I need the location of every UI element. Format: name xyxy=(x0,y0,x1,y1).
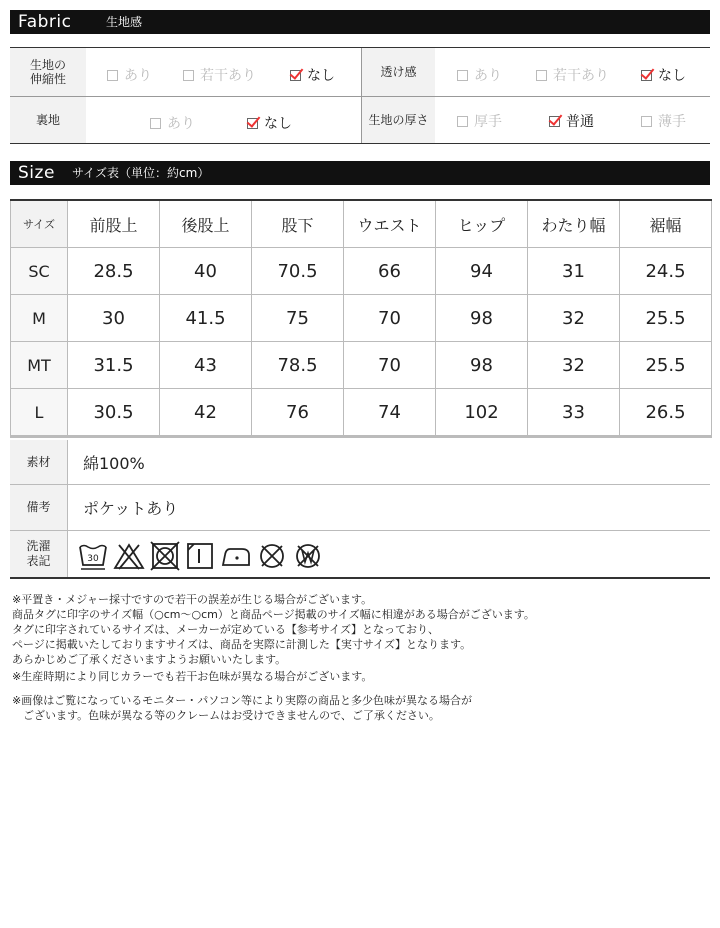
no-dry-clean-icon xyxy=(257,541,287,571)
sheerness-label: 透け感 xyxy=(362,48,435,96)
fabric-subtitle: 生地感 xyxy=(106,15,143,29)
table-cell: 70 xyxy=(344,342,436,389)
checked-checkbox-icon xyxy=(641,70,652,81)
column-header: 裾幅 xyxy=(620,200,712,248)
table-cell: 70.5 xyxy=(252,248,344,295)
no-tumble-dry-icon xyxy=(150,541,180,571)
no-bleach-icon xyxy=(113,541,145,571)
table-cell: 32 xyxy=(528,342,620,389)
sheerness-option-none[interactable]: なし xyxy=(641,65,686,85)
table-cell: 66 xyxy=(344,248,436,295)
care-icons xyxy=(78,541,324,571)
checked-checkbox-icon xyxy=(247,118,258,129)
no-wet-clean-icon xyxy=(292,541,324,571)
table-cell: 25.5 xyxy=(620,295,712,342)
table-cell: 102 xyxy=(436,389,528,437)
notes-measurement: ※平置き・メジャー採寸ですので若干の誤差が生じる場合がございます。 商品タグに印字のサイズ幅（○cm〜○cm）と商品ページ掲載のサイズ幅に相違がある場合がございます。 タグに印字されているサイズは、メーカーが定めている【参考サイズ】となっており、 ページに掲載いたしておりますサイズは、商品を実際に計測した【実寸サイズ】となります。 あらかじめご了承くださいますようお願いいたします。 xyxy=(12,593,535,666)
checked-checkbox-icon xyxy=(290,70,301,81)
sheerness-option-slight[interactable]: 若干あり xyxy=(536,65,609,85)
size-table xyxy=(10,199,712,438)
table-row xyxy=(11,248,712,295)
size-cell: MT xyxy=(11,342,68,389)
table-cell: 94 xyxy=(436,248,528,295)
table-cell: 26.5 xyxy=(620,389,712,437)
remarks-label: 備考 xyxy=(10,485,68,530)
table-cell: 74 xyxy=(344,389,436,437)
thickness-option-normal[interactable]: 普通 xyxy=(549,111,594,131)
checkbox-icon xyxy=(150,118,161,129)
line-dry-icon xyxy=(185,541,215,571)
divider xyxy=(10,96,710,97)
stretch-option-none[interactable]: なし xyxy=(290,65,335,85)
thickness-label: 生地の厚さ xyxy=(362,97,435,143)
column-header: 股下 xyxy=(252,200,344,248)
table-cell: 33 xyxy=(528,389,620,437)
lining-label: 裏地 xyxy=(10,97,86,143)
table-cell: 43 xyxy=(160,342,252,389)
iron-low-icon xyxy=(220,541,252,571)
notes-monitor: ※画像はご覧になっているモニター・パソコン等により実際の商品と多少色味が異なる場合が ございます。色味が異なる等のクレームはお受けできませんので、ご了承ください。 xyxy=(12,694,472,722)
material-value: 綿100% xyxy=(83,453,145,473)
lining-option-none[interactable]: なし xyxy=(247,113,292,133)
care-label: 洗濯 表記 xyxy=(10,531,68,577)
remarks-value: ポケットあり xyxy=(83,499,179,518)
checked-checkbox-icon xyxy=(549,116,560,127)
checkbox-icon xyxy=(536,70,547,81)
table-cell: 40 xyxy=(160,248,252,295)
table-cell: 31.5 xyxy=(68,342,160,389)
wash-30-icon xyxy=(78,541,108,571)
material-label: 素材 xyxy=(10,440,68,484)
size-cell: M xyxy=(11,295,68,342)
column-header: 前股上 xyxy=(68,200,160,248)
checkbox-icon xyxy=(457,116,468,127)
table-cell: 76 xyxy=(252,389,344,437)
column-header: わたり幅 xyxy=(528,200,620,248)
table-cell: 30 xyxy=(68,295,160,342)
notes-color-lot: ※生産時期により同じカラーでも若干お色味が異なる場合がございます。 xyxy=(12,670,373,683)
table-cell: 30.5 xyxy=(68,389,160,437)
material-row xyxy=(10,440,710,485)
checkbox-icon xyxy=(107,70,118,81)
stretch-option-yes[interactable]: あり xyxy=(107,65,152,85)
table-cell: 98 xyxy=(436,342,528,389)
stretch-option-slight[interactable]: 若干あり xyxy=(183,65,256,85)
table-cell: 42 xyxy=(160,389,252,437)
table-cell: 75 xyxy=(252,295,344,342)
table-cell: 31 xyxy=(528,248,620,295)
thickness-option-thick[interactable]: 厚手 xyxy=(457,111,502,131)
column-header: 後股上 xyxy=(160,200,252,248)
size-cell: L xyxy=(11,389,68,437)
table-header-row xyxy=(11,200,712,248)
fabric-title: Fabric xyxy=(18,12,72,32)
size-cell: SC xyxy=(11,248,68,295)
size-title: Size xyxy=(18,163,55,183)
size-subtitle: サイズ表（単位：約cm） xyxy=(72,166,210,180)
lining-option-yes[interactable]: あり xyxy=(150,113,195,133)
stretch-label: 生地の 伸縮性 xyxy=(10,48,86,96)
table-cell: 28.5 xyxy=(68,248,160,295)
wash-temp: 30 xyxy=(87,554,99,564)
column-header: サイズ xyxy=(11,200,68,248)
column-header: ウエスト xyxy=(344,200,436,248)
thickness-option-thin[interactable]: 薄手 xyxy=(641,111,686,131)
table-row xyxy=(11,295,712,342)
table-row xyxy=(11,389,712,437)
checkbox-icon xyxy=(457,70,468,81)
remarks-row xyxy=(10,485,710,531)
column-header: ヒップ xyxy=(436,200,528,248)
table-cell: 24.5 xyxy=(620,248,712,295)
checkbox-icon xyxy=(641,116,652,127)
fabric-header xyxy=(10,10,710,34)
table-row xyxy=(11,342,712,389)
fabric-table xyxy=(10,47,710,144)
table-cell: 41.5 xyxy=(160,295,252,342)
table-cell: 25.5 xyxy=(620,342,712,389)
table-cell: 78.5 xyxy=(252,342,344,389)
checkbox-icon xyxy=(183,70,194,81)
sheerness-option-yes[interactable]: あり xyxy=(457,65,502,85)
table-cell: 70 xyxy=(344,295,436,342)
size-header xyxy=(10,161,710,185)
table-cell: 98 xyxy=(436,295,528,342)
table-cell: 32 xyxy=(528,295,620,342)
